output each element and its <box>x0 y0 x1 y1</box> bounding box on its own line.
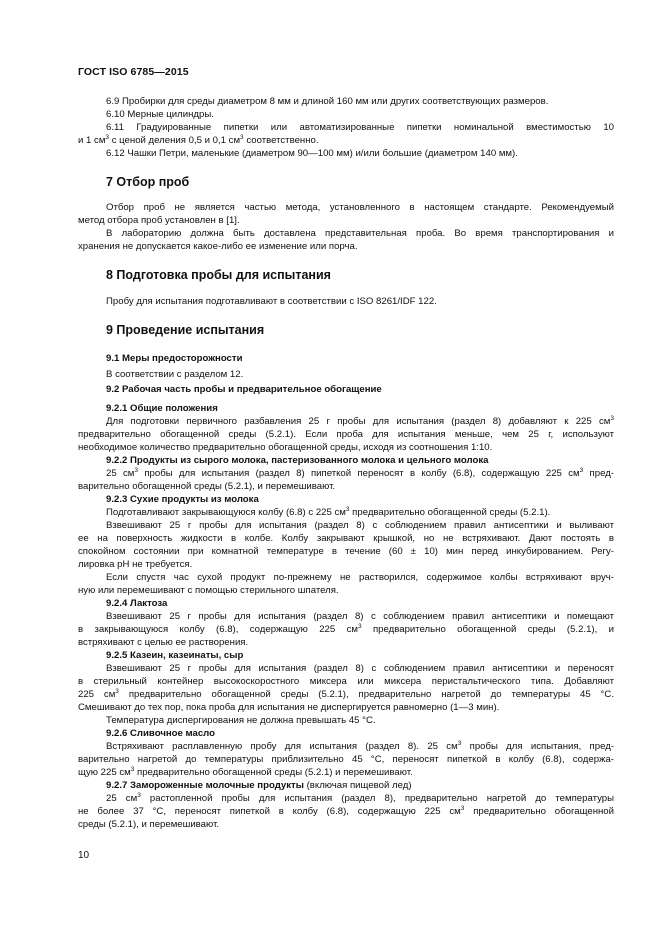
paragraph-line: встряхивают с целью ее растворения. <box>78 637 249 648</box>
paragraph-line: Взвешивают 25 г пробы для испытания (раздел 8) с соблюдением правил антисептики и выливают <box>106 520 614 531</box>
section-7-text: Отбор проб не является частью метода, установленного в настоящем стандарте. Рекомендуемый <box>106 202 614 213</box>
paragraph-line: варительно нагретой до температуры приблизительно 45 °C, переносят пипеткой в колбу (6.8), содержа- <box>78 754 614 765</box>
paragraph-line: лировка рН не требуется. <box>78 559 193 570</box>
page-number: 10 <box>78 850 90 861</box>
subsection-9-2-3-heading: 9.2.3 Сухие продукты из молока <box>106 494 259 505</box>
item-6-10: 6.10 Мерные цилиндры. <box>106 109 214 120</box>
item-6-9: 6.9 Пробирки для среды диаметром 8 мм и длиной 160 мм или других соответствующих размеров. <box>106 96 549 107</box>
paragraph-line: ную или перемешивают с помощью стерильного шпателя. <box>78 585 339 596</box>
paragraph-line: Для подготовки первичного разбавления 25 г пробы для испытания (раздел 8) добавляют к 225 $см^3$ <box>106 415 614 427</box>
paragraph-line: ее на поверхность жидкости в колбе. Колбу закрывают крышкой, но не встряхивают. Дают постоять в <box>78 533 614 544</box>
subsection-9-2-6-heading: 9.2.6 Сливочное масло <box>106 728 216 739</box>
paragraph-line: Смешивают до тех пор, пока проба для испытания не диспергируется равномерно (1—3 мин). <box>78 702 500 713</box>
paragraph-line: в стерильный контейнер высокоскоростного миксера или миксера перистальтического типа. Добавляют <box>78 676 614 687</box>
subsection-9-1-heading: 9.1 Меры предосторожности <box>106 353 243 364</box>
section-7-heading: 7 Отбор проб <box>106 175 190 189</box>
paragraph-line: Если спустя час сухой продукт по-прежнему не растворился, содержимое колбы встряхивают вруч- <box>106 572 614 583</box>
paragraph-line: Встряхивают расплавленную пробу для испытания (раздел 8). 25 $см^3$ пробы для испытания, пред- <box>106 740 614 752</box>
document-header: ГОСТ ISO 6785—2015 <box>78 66 189 78</box>
subsection-9-2-heading: 9.2 Рабочая часть пробы и предварительное обогащение <box>106 384 382 395</box>
section-7-text: метод отбора проб установлен в [1]. <box>78 215 240 226</box>
paragraph-line: не более 37 °C, переносят пипеткой в колбу (6.8), содержащую 225 $см^3$ предварительно обогащенной <box>78 805 614 817</box>
item-6-11-line2: и 1 $см^3$ с ценой деления 0,5 и 0,1 $см^3$ соответственно. <box>78 134 319 146</box>
paragraph-line: Взвешивают 25 г пробы для испытания (раздел 8) с соблюдением правил антисептики и переносят <box>106 663 614 674</box>
paragraph-line: варительно обогащенной среды (5.2.1), и перемешивают. <box>78 481 336 492</box>
section-8-heading: 8 Подготовка пробы для испытания <box>106 268 331 282</box>
paragraph-line: среды (5.2.1), и перемешивают. <box>78 819 219 830</box>
paragraph-line: Температура диспергирования не должна превышать 45 °C. <box>106 715 376 726</box>
section-7-text: В лабораторию должна быть доставлена представительная проба. Во время транспортирования и <box>106 228 614 239</box>
paragraph-line: необходимое количество предварительно обогащенной среды, исходя из соотношения 1:10. <box>78 442 493 453</box>
section-7-text: хранения не допускается какое-либо ее изменение или порча. <box>78 241 358 252</box>
subsection-9-2-2-heading: 9.2.2 Продукты из сырого молока, пастеризованного молока и цельного молока <box>106 455 489 466</box>
paragraph-line: спокойном состоянии при комнатной температуре в течение (60 ± 10) мин перед инкубированием. Регу- <box>78 546 614 557</box>
section-9-heading: 9 Проведение испытания <box>106 323 265 337</box>
paragraph-line: 25 $см^3$ пробы для испытания (раздел 8) пипеткой переносят в колбу (6.8), содержащую 225 $см^3$ пред- <box>106 467 614 479</box>
item-6-12: 6.12 Чашки Петри, маленькие (диаметром 90—100 мм) и/или большие (диаметром 140 мм). <box>106 148 518 159</box>
subsection-9-2-4-heading: 9.2.4 Лактоза <box>106 598 168 609</box>
paragraph-line: Подготавливают закрывающуюся колбу (6.8) с 225 $см^3$ предварительно обогащенной среды (5.2.1). <box>106 506 551 518</box>
paragraph-line: предварительно обогащенной среды (5.2.1). Если проба для испытания меньше, чем 25 г, используют <box>78 429 614 440</box>
subsection-9-2-5-heading: 9.2.5 Казеин, казеинаты, сыр <box>106 650 244 661</box>
subsection-9-2-7-heading: 9.2.7 Замороженные молочные продукты (включая пищевой лед) <box>106 780 412 791</box>
subsection-9-2-1-heading: 9.2.1 Общие положения <box>106 403 218 414</box>
paragraph-line: 25 $см^3$ растопленной пробы для испытания (раздел 8), предварительно нагретой до температуры <box>106 792 614 804</box>
section-8-text: Пробу для испытания подготавливают в соответствии с ISO 8261/IDF 122. <box>106 296 437 307</box>
paragraph-line: Взвешивают 25 г пробы для испытания (раздел 8) с соблюдением правил антисептики и помещают <box>106 611 614 622</box>
subsection-9-1-text: В соответствии с разделом 12. <box>106 369 244 380</box>
item-6-11-line1: 6.11 Градуированные пипетки или автоматизированные пипетки номинальной вместимостью 10 <box>106 122 614 133</box>
paragraph-line: щую 225 $см^3$ предварительно обогащенной среды (5.2.1) и перемешивают. <box>78 766 413 778</box>
paragraph-line: 225 $см^3$ предварительно обогащенной среды (5.2.1), предварительно нагретой до температуры 45 °C. <box>78 688 614 700</box>
paragraph-line: в закрывающуюся колбу (6.8), содержащую 225 $см^3$ предварительно обогащенной среды (5.2.1), и <box>78 623 615 635</box>
